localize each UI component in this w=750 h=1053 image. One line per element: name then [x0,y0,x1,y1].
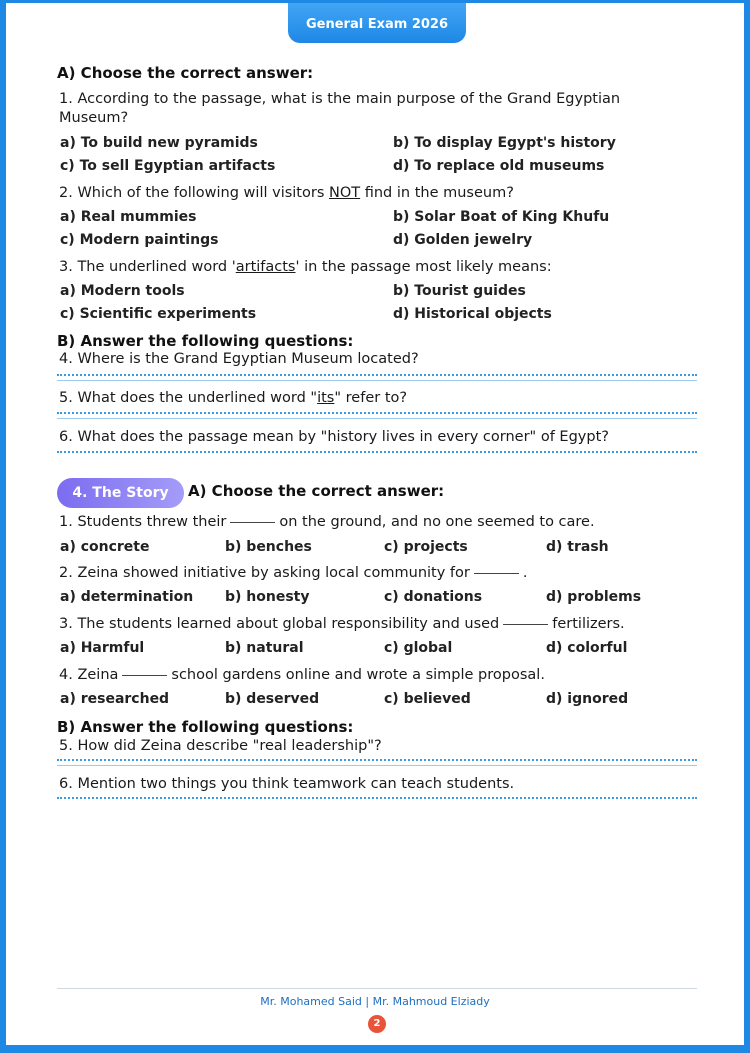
question-3 [59,259,552,275]
page-number-badge: 2 [368,1015,386,1033]
sq3-option-c[interactable]: c) global [384,640,453,656]
sq2-blank [474,572,519,574]
answer-line-5[interactable] [57,412,697,414]
sq1-blank [230,521,275,523]
q5-text-pre: 5. What does the underlined word " [59,390,318,406]
answer-line-4[interactable] [57,374,697,376]
header-title: General Exam 2026 [288,3,466,43]
q3-option-a[interactable]: a) Modern tools [60,283,185,299]
sq2-text-pre: 2. Zeina showed initiative by asking local community for [59,565,470,581]
q5-underlined-word: its [317,390,335,406]
sq1-option-c[interactable]: c) projects [384,539,468,555]
sq4-option-a[interactable]: a) researched [60,691,170,707]
story-answer-line-5[interactable] [57,759,697,761]
sq3-blank [503,623,548,625]
q2-text-pre: 2. Which of the following will visitors [59,185,329,201]
sq1-option-b[interactable]: b) benches [225,539,312,555]
sq4-blank [122,674,167,676]
q5-text-post: " refer to? [334,390,408,406]
story-section-b-title: B) Answer the following questions: [57,718,354,736]
q2-option-c[interactable]: c) Modern paintings [60,232,219,248]
section-b-title: B) Answer the following questions: [57,332,354,350]
q2-option-d[interactable]: d) Golden jewelry [393,232,533,248]
sq1-option-d[interactable]: d) trash [546,539,609,555]
sq2-option-a[interactable]: a) determination [60,589,194,605]
sq2-option-c[interactable]: c) donations [384,589,483,605]
sq2-option-b[interactable]: b) honesty [225,589,310,605]
q1-option-a[interactable]: a) To build new pyramids [60,135,258,151]
q2-option-b[interactable]: b) Solar Boat of King Khufu [393,209,610,225]
open-question-6: 6. What does the passage mean by "history lives in every corner" of Egypt? [59,429,609,445]
story-answer-line-6[interactable] [57,797,697,799]
story-question-3 [59,616,625,632]
answer-line-6[interactable] [57,451,697,453]
q1-option-d[interactable]: d) To replace old museums [393,158,605,174]
story-question-1 [59,514,595,530]
q1-option-c[interactable]: c) To sell Egyptian artifacts [60,158,276,174]
story-question-4 [59,667,545,683]
q3-option-d[interactable]: d) Historical objects [393,306,552,322]
q2-option-a[interactable]: a) Real mummies [60,209,197,225]
open-question-5 [59,390,407,406]
sq3-text-post: fertilizers. [552,616,625,632]
q3-text-post: ' in the passage most likely means: [295,259,552,275]
footer-authors: Mr. Mohamed Said | Mr. Mahmoud Elziady [260,995,490,1008]
story-open-question-5: 5. How did Zeina describe "real leadership"? [59,738,382,754]
sq1-text-pre: 1. Students threw their [59,514,227,530]
sq4-option-d[interactable]: d) ignored [546,691,629,707]
sq3-text-pre: 3. The students learned about global responsibility and used [59,616,500,632]
sq4-text-post: school gardens online and wrote a simple proposal. [171,667,545,683]
answer-line-5-base [57,418,697,419]
answer-line-4-base [57,380,697,381]
story-section-pill: 4. The Story [57,478,184,508]
sq2-text-post: . [522,565,528,581]
story-section-a-title: A) Choose the correct answer: [188,482,445,500]
question-2 [59,185,514,201]
sq1-text-post: on the ground, and no one seemed to care. [279,514,595,530]
sq4-text-pre: 4. Zeina [59,667,119,683]
section-a-title: A) Choose the correct answer: [57,64,314,82]
sq4-option-c[interactable]: c) believed [384,691,471,707]
footer-divider [57,988,697,989]
q2-underlined-word: NOT [329,185,361,201]
sq1-option-a[interactable]: a) concrete [60,539,150,555]
sq4-option-b[interactable]: b) deserved [225,691,320,707]
open-question-4: 4. Where is the Grand Egyptian Museum located? [59,351,419,367]
q3-underlined-word: artifacts [235,259,296,275]
question-1-cont: Museum? [59,110,129,126]
story-open-question-6: 6. Mention two things you think teamwork can teach students. [59,776,515,792]
story-question-2 [59,565,527,581]
sq3-option-b[interactable]: b) natural [225,640,304,656]
question-1: 1. According to the passage, what is the main purpose of the Grand Egyptian [59,91,621,107]
q2-text-post: find in the museum? [360,185,514,201]
q1-option-b[interactable]: b) To display Egypt's history [393,135,616,151]
q3-option-c[interactable]: c) Scientific experiments [60,306,257,322]
story-answer-line-5-base [57,765,697,766]
q3-option-b[interactable]: b) Tourist guides [393,283,526,299]
sq3-option-a[interactable]: a) Harmful [60,640,145,656]
q3-text-pre: 3. The underlined word ' [59,259,236,275]
sq3-option-d[interactable]: d) colorful [546,640,628,656]
sq2-option-d[interactable]: d) problems [546,589,642,605]
